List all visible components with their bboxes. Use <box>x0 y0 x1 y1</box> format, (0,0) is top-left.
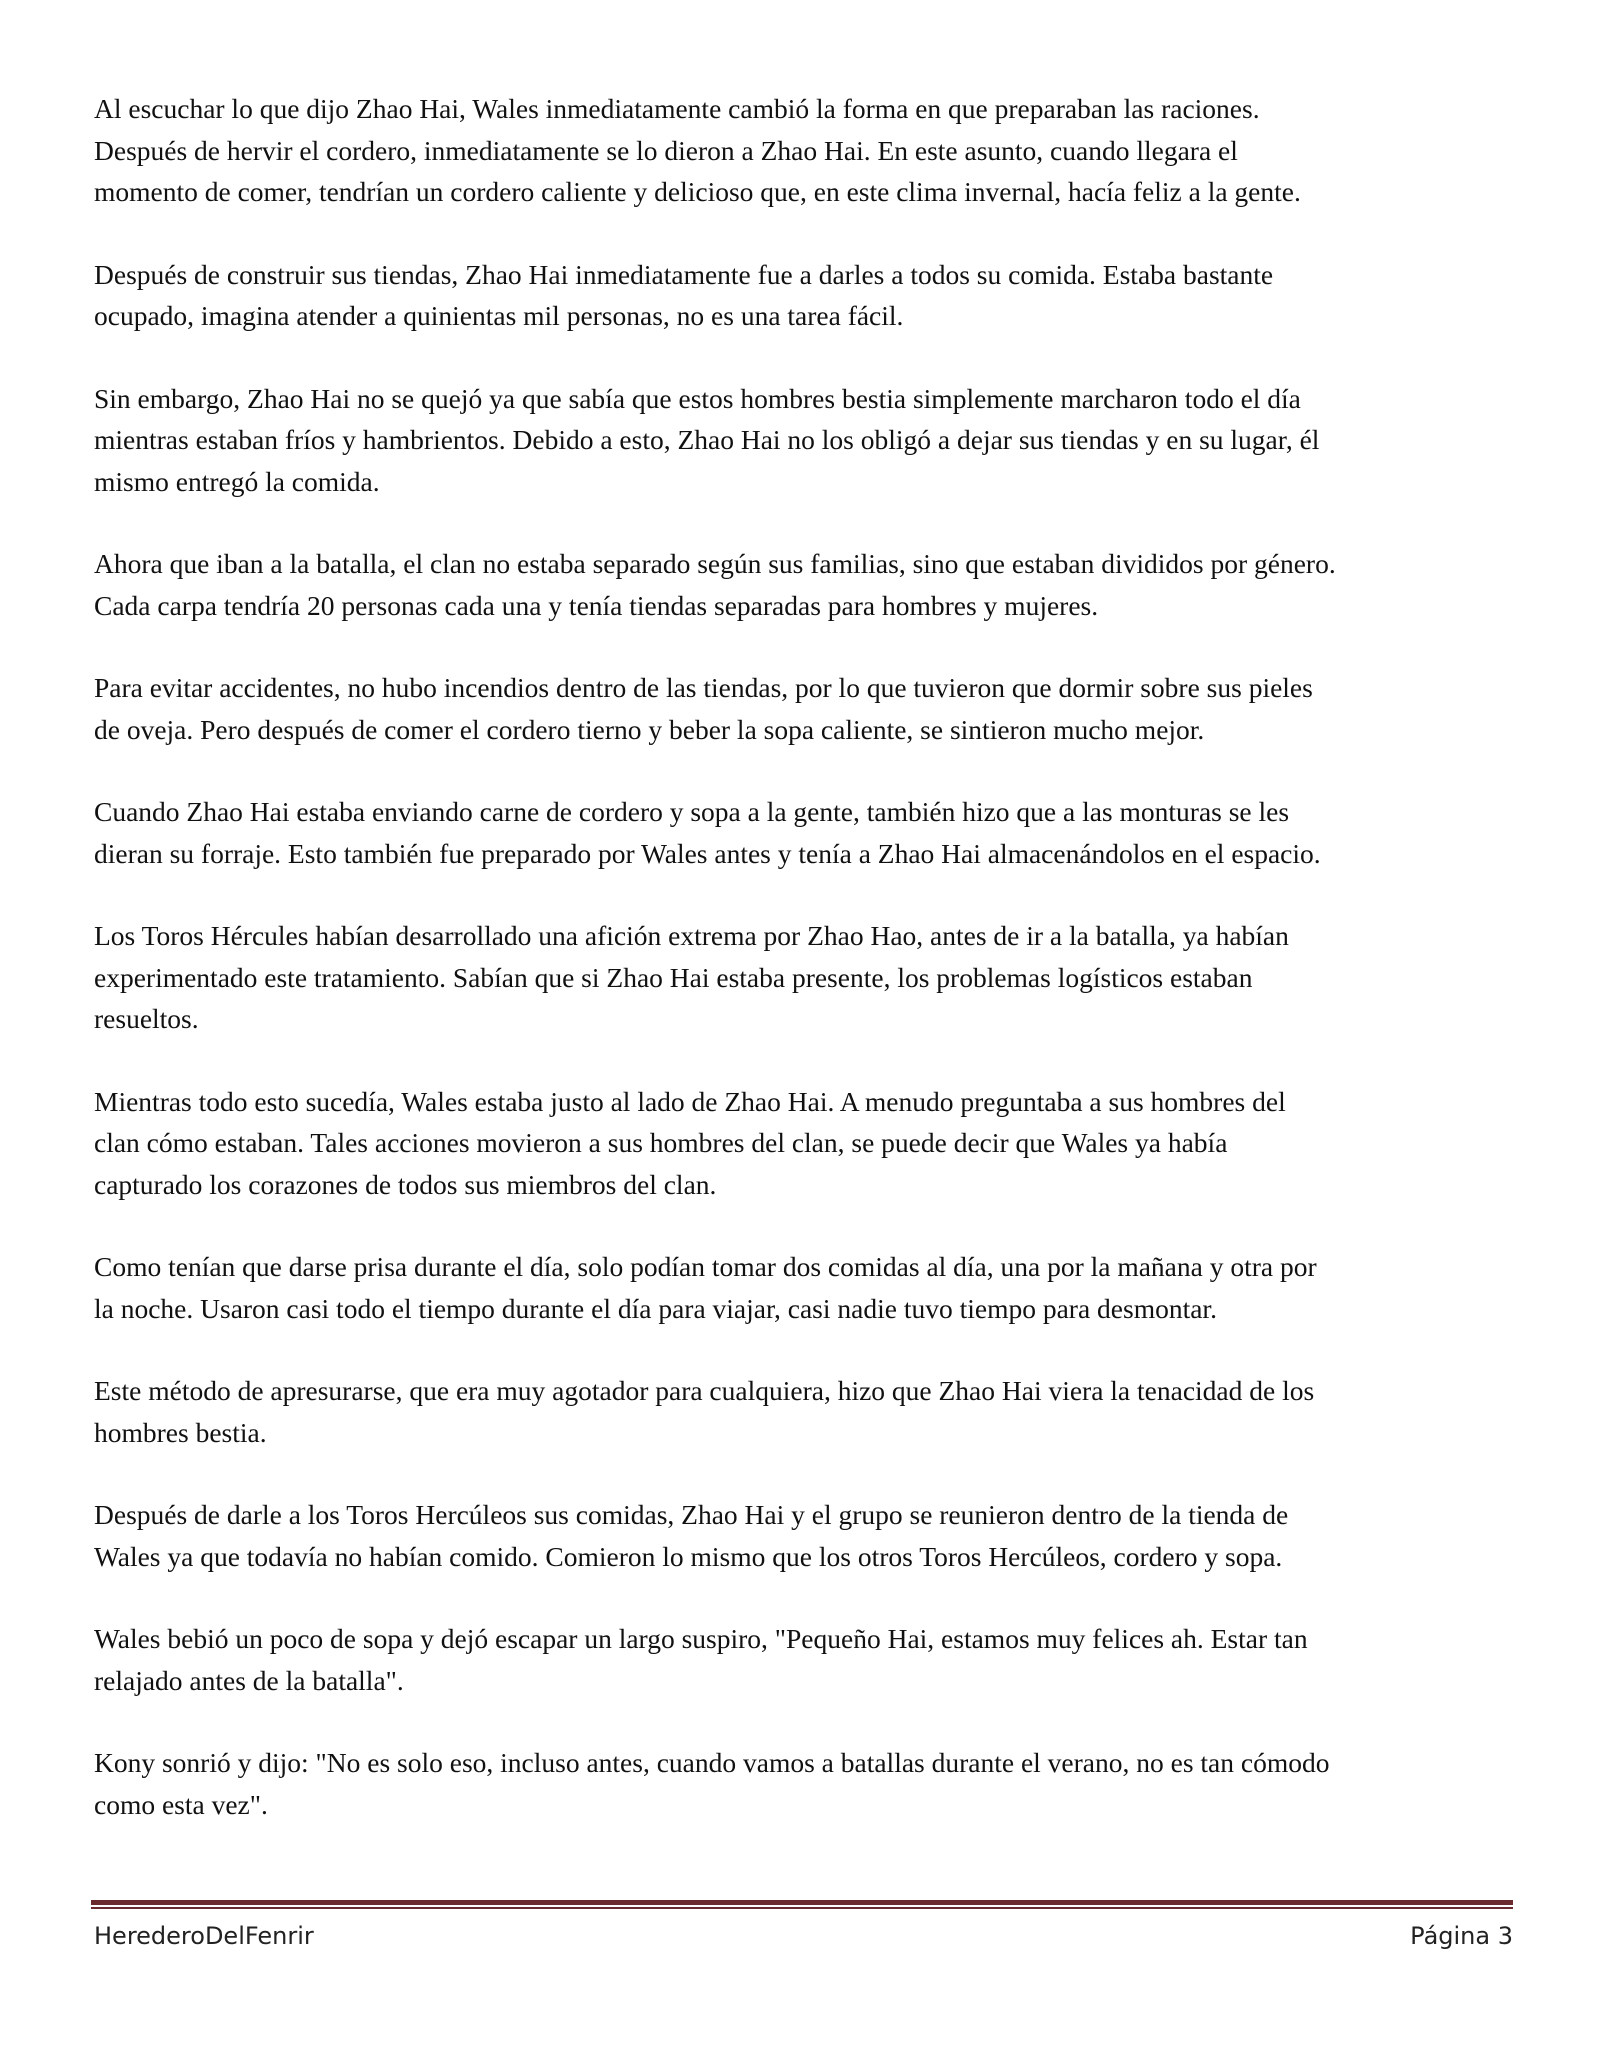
footer-page-number: Página 3 <box>1410 1922 1513 1950</box>
page-footer <box>94 1918 1513 1954</box>
paragraph-8: Mientras todo esto sucedía, Wales estaba justo al lado de Zhao Hai. A menudo preguntaba a sus hombres del clan cómo estaban. Tales acciones movieron a sus hombres del clan, se puede decir que Wales ya había capturado los corazones de todos sus miembros del clan. <box>94 1085 1286 1200</box>
paragraph-9: Como tenían que darse prisa durante el día, solo podían tomar dos comidas al día, una por la mañana y otra por la noche. Usaron casi todo el tiempo durante el día para viajar, casi nadie tuvo tiempo para desmontar. <box>94 1251 1317 1324</box>
document-body <box>94 88 1524 1866</box>
footer-author: HerederoDelFenrir <box>94 1922 314 1950</box>
paragraph-6: Cuando Zhao Hai estaba enviando carne de cordero y sopa a la gente, también hizo que a las monturas se les dieran su forraje. Esto también fue preparado por Wales antes y tenía a Zhao Hai almacenándolos en el espacio. <box>94 796 1321 869</box>
paragraph-13: Kony sonrió y dijo: "No es solo eso, incluso antes, cuando vamos a batallas durante el verano, no es tan cómodo como esta vez". <box>94 1747 1330 1820</box>
paragraph-3: Sin embargo, Zhao Hai no se quejó ya que sabía que estos hombres bestia simplemente marcharon todo el día mientras estaban fríos y hambrientos. Debido a esto, Zhao Hai no los obligó a dejar sus tiendas y en su lugar, él mismo entregó la comida. <box>94 382 1320 497</box>
paragraph-12: Wales bebió un poco de sopa y dejó escapar un largo suspiro, "Pequeño Hai, estamos muy felices ah. Estar tan relajado antes de la batalla". <box>94 1623 1308 1696</box>
footer-divider-thick-line <box>91 1900 1513 1905</box>
footer-divider-thin-line <box>91 1907 1513 1909</box>
paragraph-1: Al escuchar lo que dijo Zhao Hai, Wales inmediatamente cambió la forma en que preparaban las raciones. Después de hervir el cordero, inmediatamente se lo dieron a Zhao Hai. En este asunto, cuando llegara el momento de comer, tendrían un cordero caliente y delicioso que, en este clima invernal, hacía feliz a la gente. <box>94 93 1301 207</box>
paragraph-10: Este método de apresurarse, que era muy agotador para cualquiera, hizo que Zhao Hai viera la tenacidad de los hombres bestia. <box>94 1375 1315 1448</box>
paragraph-7: Los Toros Hércules habían desarrollado una afición extrema por Zhao Hao, antes de ir a la batalla, ya habían experimentado este tratamiento. Sabían que si Zhao Hai estaba presente, los problemas logísticos estaban resueltos. <box>94 920 1289 1034</box>
paragraph-4: Ahora que iban a la batalla, el clan no estaba separado según sus familias, sino que estaban divididos por género. Cada carpa tendría 20 personas cada una y tenía tiendas separadas para hombres y mujeres. <box>94 548 1336 621</box>
paragraph-2: Después de construir sus tiendas, Zhao Hai inmediatamente fue a darles a todos su comida. Estaba bastante ocupado, imagina atender a quinientas mil personas, no es una tarea fácil. <box>94 258 1274 331</box>
paragraph-11: Después de darle a los Toros Hercúleos sus comidas, Zhao Hai y el grupo se reunieron dentro de la tienda de Wales ya que todavía no habían comido. Comieron lo mismo que los otros Toros Hercúleos, cordero y sopa. <box>94 1499 1289 1572</box>
paragraph-5: Para evitar accidentes, no hubo incendios dentro de las tiendas, por lo que tuvieron que dormir sobre sus pieles de oveja. Pero después de comer el cordero tierno y beber la sopa caliente, se sintieron mucho mejor. <box>94 672 1313 745</box>
footer-divider <box>91 1900 1513 1910</box>
